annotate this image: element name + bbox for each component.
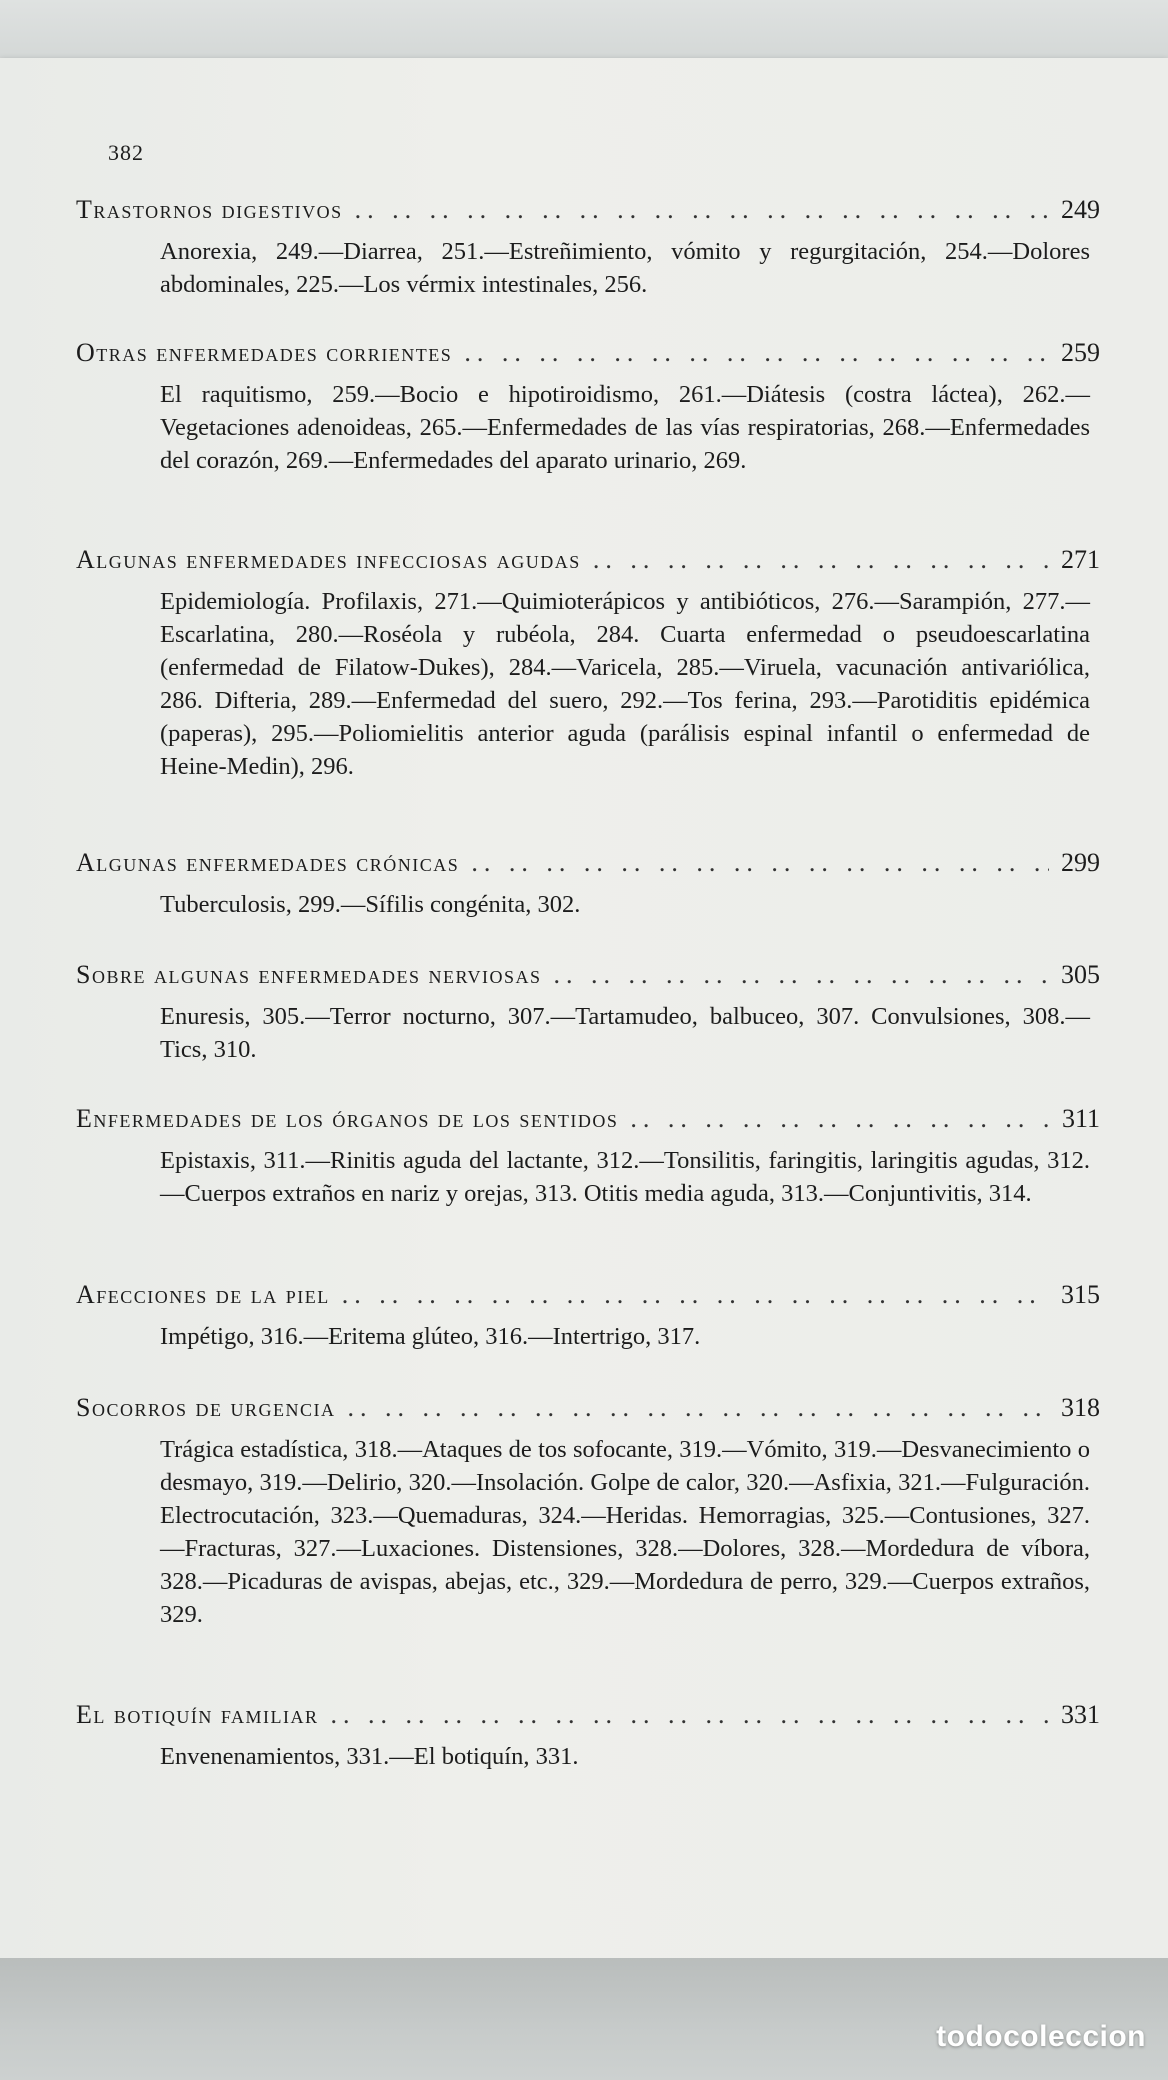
section-entries: Impétigo, 316.—Eritema glúteo, 316.—Intertrigo, 317. <box>160 1323 701 1350</box>
toc-section <box>76 1280 1100 1353</box>
section-title: Sobre algunas enfermedades nerviosas <box>76 960 542 989</box>
section-entries: El raquitismo, 259.—Bocio e hipotiroidismo, 261.—Diátesis (costra láctea), 262.—Vegetaciones adenoideas, 265.—Enfermedades de las vías respiratorias, 268.—Enfermedades del corazón, 269.—Enfermedades del aparato urinario, 269. <box>160 381 1090 474</box>
section-title: Trastornos digestivos <box>76 195 343 224</box>
section-entries: Envenenamientos, 331.—El botiquín, 331. <box>160 1743 579 1770</box>
section-title: Enfermedades de los órganos de los sentidos <box>76 1104 619 1133</box>
leader-dots <box>593 545 1049 575</box>
leader-dots <box>331 1700 1049 1730</box>
section-entries: Epistaxis, 311.—Rinitis aguda del lactante, 312.—Tonsilitis, faringitis, laringitis agudas, 312.—Cuerpos extraños en nariz y orejas, 313. Otitis media aguda, 313.—Conjuntivitis, 314. <box>160 1147 1090 1207</box>
surface-below-page <box>0 1958 1168 2080</box>
section-page: 318 <box>1061 1393 1100 1422</box>
page-number: 382 <box>108 140 144 165</box>
section-title: Algunas enfermedades crónicas <box>76 848 460 877</box>
section-page: 311 <box>1061 1104 1100 1133</box>
section-heading <box>76 1280 1100 1310</box>
section-heading <box>76 960 1100 990</box>
section-title: El botiquín familiar <box>76 1700 319 1729</box>
leader-dots <box>464 338 1049 368</box>
section-heading <box>76 545 1100 575</box>
section-entries: Anorexia, 249.—Diarrea, 251.—Estreñimiento, vómito y regurgitación, 254.—Dolores abdominales, 225.—Los vérmix intestinales, 256. <box>160 238 1090 298</box>
leader-dots <box>355 195 1049 225</box>
section-title: Otras enfermedades corrientes <box>76 338 453 367</box>
section-heading <box>76 848 1100 878</box>
toc-section <box>76 960 1100 1066</box>
section-entries: Enuresis, 305.—Terror nocturno, 307.—Tartamudeo, balbuceo, 307. Convulsiones, 308.—Tics, 310. <box>160 1003 1090 1063</box>
section-page: 259 <box>1061 338 1100 367</box>
watermark-logo: todocoleccion <box>936 2020 1146 2053</box>
leader-dots <box>342 1280 1049 1310</box>
toc-section <box>76 195 1100 301</box>
section-page: 249 <box>1061 195 1100 224</box>
leader-dots <box>471 848 1049 878</box>
section-title: Socorros de urgencia <box>76 1393 336 1422</box>
section-page: 271 <box>1061 545 1100 574</box>
section-entries: Epidemiología. Profilaxis, 271.—Quimioterápicos y antibióticos, 276.—Sarampión, 277.—Escarlatina, 280.—Roséola y rubéola, 284. Cuarta enfermedad o pseudoescarlatina (enfermedad de Filatow-Dukes), 284.—Varicela, 285.—Viruela, vacunación antivariólica, 286. Difteria, 289.—Enfermedad del suero, 292.—Tos ferina, 293.—Parotiditis epidémica (paperas), 295.—Poliomielitis anterior aguda (parálisis espinal infantil o enfermedad de Heine-Medin), 296. <box>160 588 1090 780</box>
section-page: 305 <box>1061 960 1100 989</box>
toc-section <box>76 545 1100 783</box>
toc-section <box>76 1393 1100 1631</box>
section-heading <box>76 1700 1100 1730</box>
toc-section <box>76 338 1100 477</box>
section-title: Afecciones de la piel <box>76 1280 330 1309</box>
section-page: 331 <box>1061 1700 1100 1729</box>
section-title: Algunas enfermedades infecciosas agudas <box>76 545 581 574</box>
section-heading <box>76 1104 1100 1134</box>
section-heading <box>76 195 1100 225</box>
section-page: 299 <box>1061 848 1100 877</box>
leader-dots <box>630 1104 1050 1134</box>
toc-section <box>76 848 1100 921</box>
leader-dots <box>554 960 1049 990</box>
section-heading <box>76 338 1100 368</box>
leader-dots <box>347 1393 1049 1423</box>
section-entries: Tuberculosis, 299.—Sífilis congénita, 302. <box>160 891 581 918</box>
toc-section <box>76 1700 1100 1773</box>
toc-section <box>76 1104 1100 1210</box>
section-entries: Trágica estadística, 318.—Ataques de tos sofocante, 319.—Vómito, 319.—Desvanecimiento o desmayo, 319.—Delirio, 320.—Insolación. Golpe de calor, 320.—Asfixia, 321.—Fulguración. Electrocutación, 323.—Quemaduras, 324.—Heridas. Hemorragias, 325.—Contusiones, 327.—Fracturas, 327.—Luxaciones. Distensiones, 328.—Dolores, 328.—Mordedura de víbora, 328.—Picaduras de avispas, abejas, etc., 329.—Mordedura de perro, 329.—Cuerpos extraños, 329. <box>160 1436 1090 1628</box>
section-heading <box>76 1393 1100 1423</box>
section-page: 315 <box>1061 1280 1100 1309</box>
